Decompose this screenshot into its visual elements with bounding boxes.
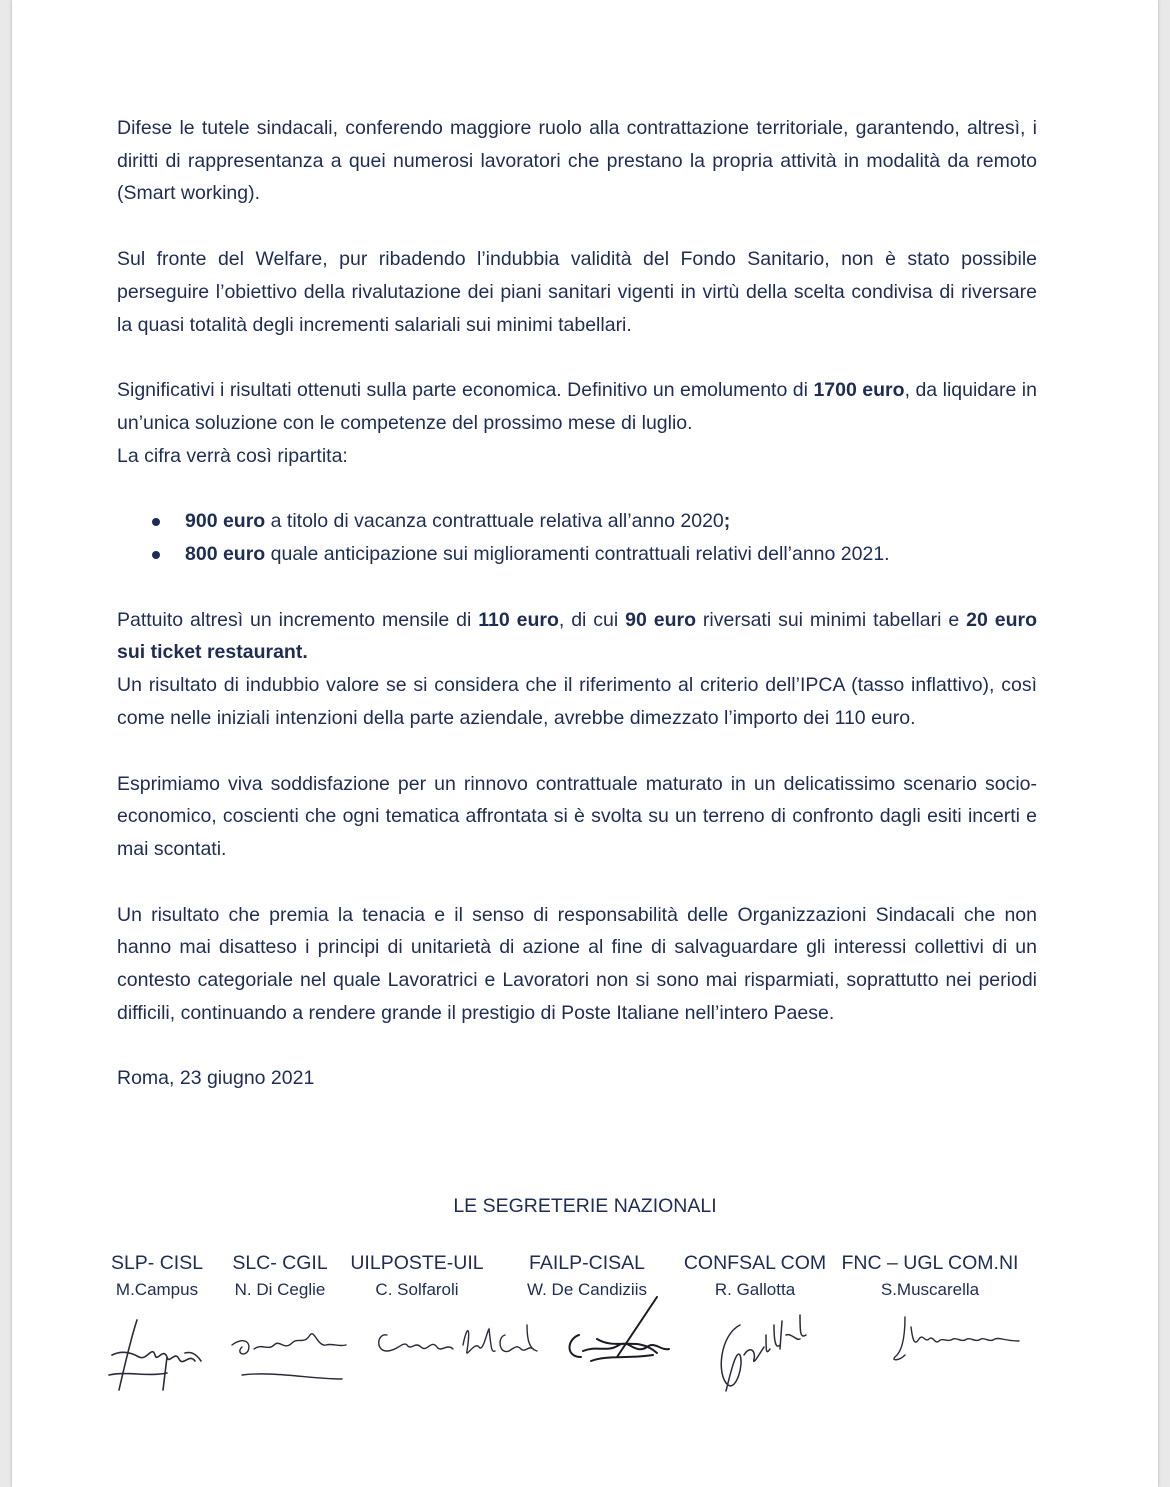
signatories-title: LE SEGRETERIE NAZIONALI [453,1195,717,1217]
signatory-org: CONFSAL COM [683,1252,827,1274]
text-segment: riversati sui minimi tabellari e [696,608,967,631]
signatory-person: S.Muscarella [880,1280,980,1299]
bullet-icon [152,518,160,526]
signature-di-ceglie [222,1295,357,1405]
signature-de-candiziis [557,1295,682,1405]
signatory-org: FAILP-CISAL [529,1252,645,1274]
amount-110: 110 euro [478,608,559,631]
list-item [117,505,1037,538]
amount-900: 900 euro [185,510,266,533]
signature-solfaroli [367,1295,547,1405]
signature-gallotta [700,1295,830,1405]
signatory-person: C. Solfaroli [375,1280,459,1299]
bullet-icon [152,551,160,559]
text-segment: Significativi i risultati ottenuti sulla parte economica. Definitivo un emolumento di [117,379,814,402]
handwritten-signatures [12,1295,1158,1405]
signatory-person: N. Di Ceglie [234,1280,326,1299]
paragraph-ripartizione: La cifra verrà così ripartita: [117,444,348,467]
amount-1700: 1700 euro [813,379,905,402]
paragraph-welfare: Sul fronte del Welfare, pur ribadendo l’indubbia validità del Fondo Sanitario, non è stato possibile perseguire l’obiettivo della rivalutazione dei piani sanitari vigenti in virtù della scelta condivisa di riversare la quasi totalità degli incrementi salariali sui minimi tabellari. [117,248,1037,336]
paragraph-incremento-mensile [117,604,1037,669]
text-segment: a titolo di vacanza contrattuale relativa all’anno 2020 [265,510,724,533]
amount-20-ticket: 20 euro sui ticket restaurant. [117,608,1037,664]
paragraph-risultato: Un risultato che premia la tenacia e il senso di responsabilità delle Organizzazioni Sindacali che non hanno mai disatteso i principi di unitarietà di azione al fine di salvaguardare gli interessi collettivi di un contesto categoriale nel quale Lavoratrici e Lavoratori non si sono mai risparmiati, soprattutto nei periodi difficili, continuando a rendere grande il prestigio di Poste Italiane nell’intero Paese. [117,903,1037,1024]
paragraph-tutele-sindacali: Difese le tutele sindacali, conferendo maggiore ruolo alla contrattazione territoriale, garantendo, altresì, i diritti di rappresentanza a quei numerosi lavoratori che prestano la propria attività in modalità da remoto (Smart working). [117,117,1037,205]
document-date: Roma, 23 giugno 2021 [117,1067,315,1090]
text-segment: Pattuito altresì un incremento mensile di [117,608,479,631]
signatory-org: SLC- CGIL [232,1252,328,1274]
paragraph-parte-economica [117,374,1037,439]
signatory-org: UILPOSTE-UIL [350,1252,484,1274]
text-segment: , di cui [558,608,626,631]
signatory-org: SLP- CISL [110,1252,204,1274]
paragraph-soddisfazione: Esprimiamo viva soddisfazione per un rinnovo contrattuale maturato in un delicatissimo scenario socio-economico, coscienti che ogni tematica affrontata si è svolta su un terreno di confronto dagli esiti incerti e mai scontati. [117,772,1037,860]
signatory-person: M.Campus [115,1280,199,1299]
document-body [117,112,1037,1095]
text-segment: , da liquidare in un’unica soluzione con le competenze del prossimo mese di luglio. [117,379,1037,434]
text-segment: ; [723,510,731,533]
signatory-person: R. Gallotta [714,1280,796,1299]
signatory-person: W. De Candiziis [527,1280,647,1299]
amount-800: 800 euro [185,543,266,566]
bullet-list [117,505,1037,570]
list-item [117,538,1037,571]
signature-muscarella [887,1295,1037,1405]
text-segment: quale anticipazione sui miglioramenti contrattuali relativi dell’anno 2021. [265,543,890,566]
document-page [12,0,1158,1487]
signature-campus [97,1295,217,1405]
amount-90: 90 euro [625,608,696,631]
signatory-org: FNC – UGL COM.NI [841,1252,1019,1274]
paragraph-ipca: Un risultato di indubbio valore se si considera che il riferimento al criterio dell’IPCA (tasso inflattivo), così come nelle iniziali intenzioni della parte aziendale, avrebbe dimezzato l’importo dei 110 euro. [117,674,1037,729]
